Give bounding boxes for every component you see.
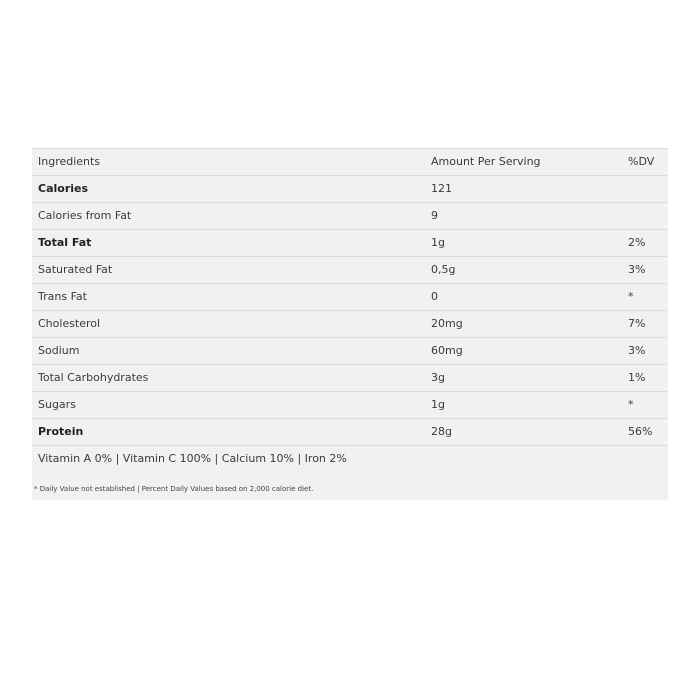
table-row [32,203,668,230]
row-dv: 3% [628,344,646,357]
table-row [32,257,668,284]
row-dv: 7% [628,317,646,330]
row-amount: 3g [431,371,445,384]
row-amount: 1g [431,398,445,411]
header-ingredients: Ingredients [38,155,101,168]
row-name: Calories [38,182,89,195]
row-amount: 28g [431,425,452,438]
vitamins-line: Vitamin A 0% | Vitamin C 100% | Calcium 10% | Iron 2% [38,452,347,465]
row-amount: 0,5g [431,263,456,276]
row-name: Protein [38,425,84,438]
row-name: Calories from Fat [38,209,132,222]
table-row [32,284,668,311]
footnote: * Daily Value not established | Percent Daily Values based on 2,000 calorie diet. [34,485,314,493]
nutrition-table [32,148,668,500]
row-amount: 20mg [431,317,463,330]
row-dv: 1% [628,371,646,384]
row-dv: * [628,398,634,411]
row-dv: * [628,290,634,303]
table-row [32,392,668,419]
row-dv: 56% [628,425,653,438]
row-amount: 0 [431,290,438,303]
row-name: Total Fat [38,236,92,249]
header-dv: %DV [628,155,655,168]
row-amount: 1g [431,236,445,249]
table-header [32,148,668,176]
table-row [32,311,668,338]
table-row [32,365,668,392]
row-name: Saturated Fat [38,263,113,276]
row-amount: 121 [431,182,452,195]
row-dv: 2% [628,236,646,249]
row-amount: 60mg [431,344,463,357]
table-row [32,419,668,446]
row-dv: 3% [628,263,646,276]
row-name: Trans Fat [38,290,87,303]
row-name: Total Carbohydrates [38,371,149,384]
row-amount: 9 [431,209,438,222]
table-row [32,230,668,257]
header-amount: Amount Per Serving [431,155,541,168]
table-row [32,176,668,203]
row-name: Cholesterol [38,317,101,330]
row-name: Sugars [38,398,76,411]
table-row [32,338,668,365]
row-name: Sodium [38,344,80,357]
